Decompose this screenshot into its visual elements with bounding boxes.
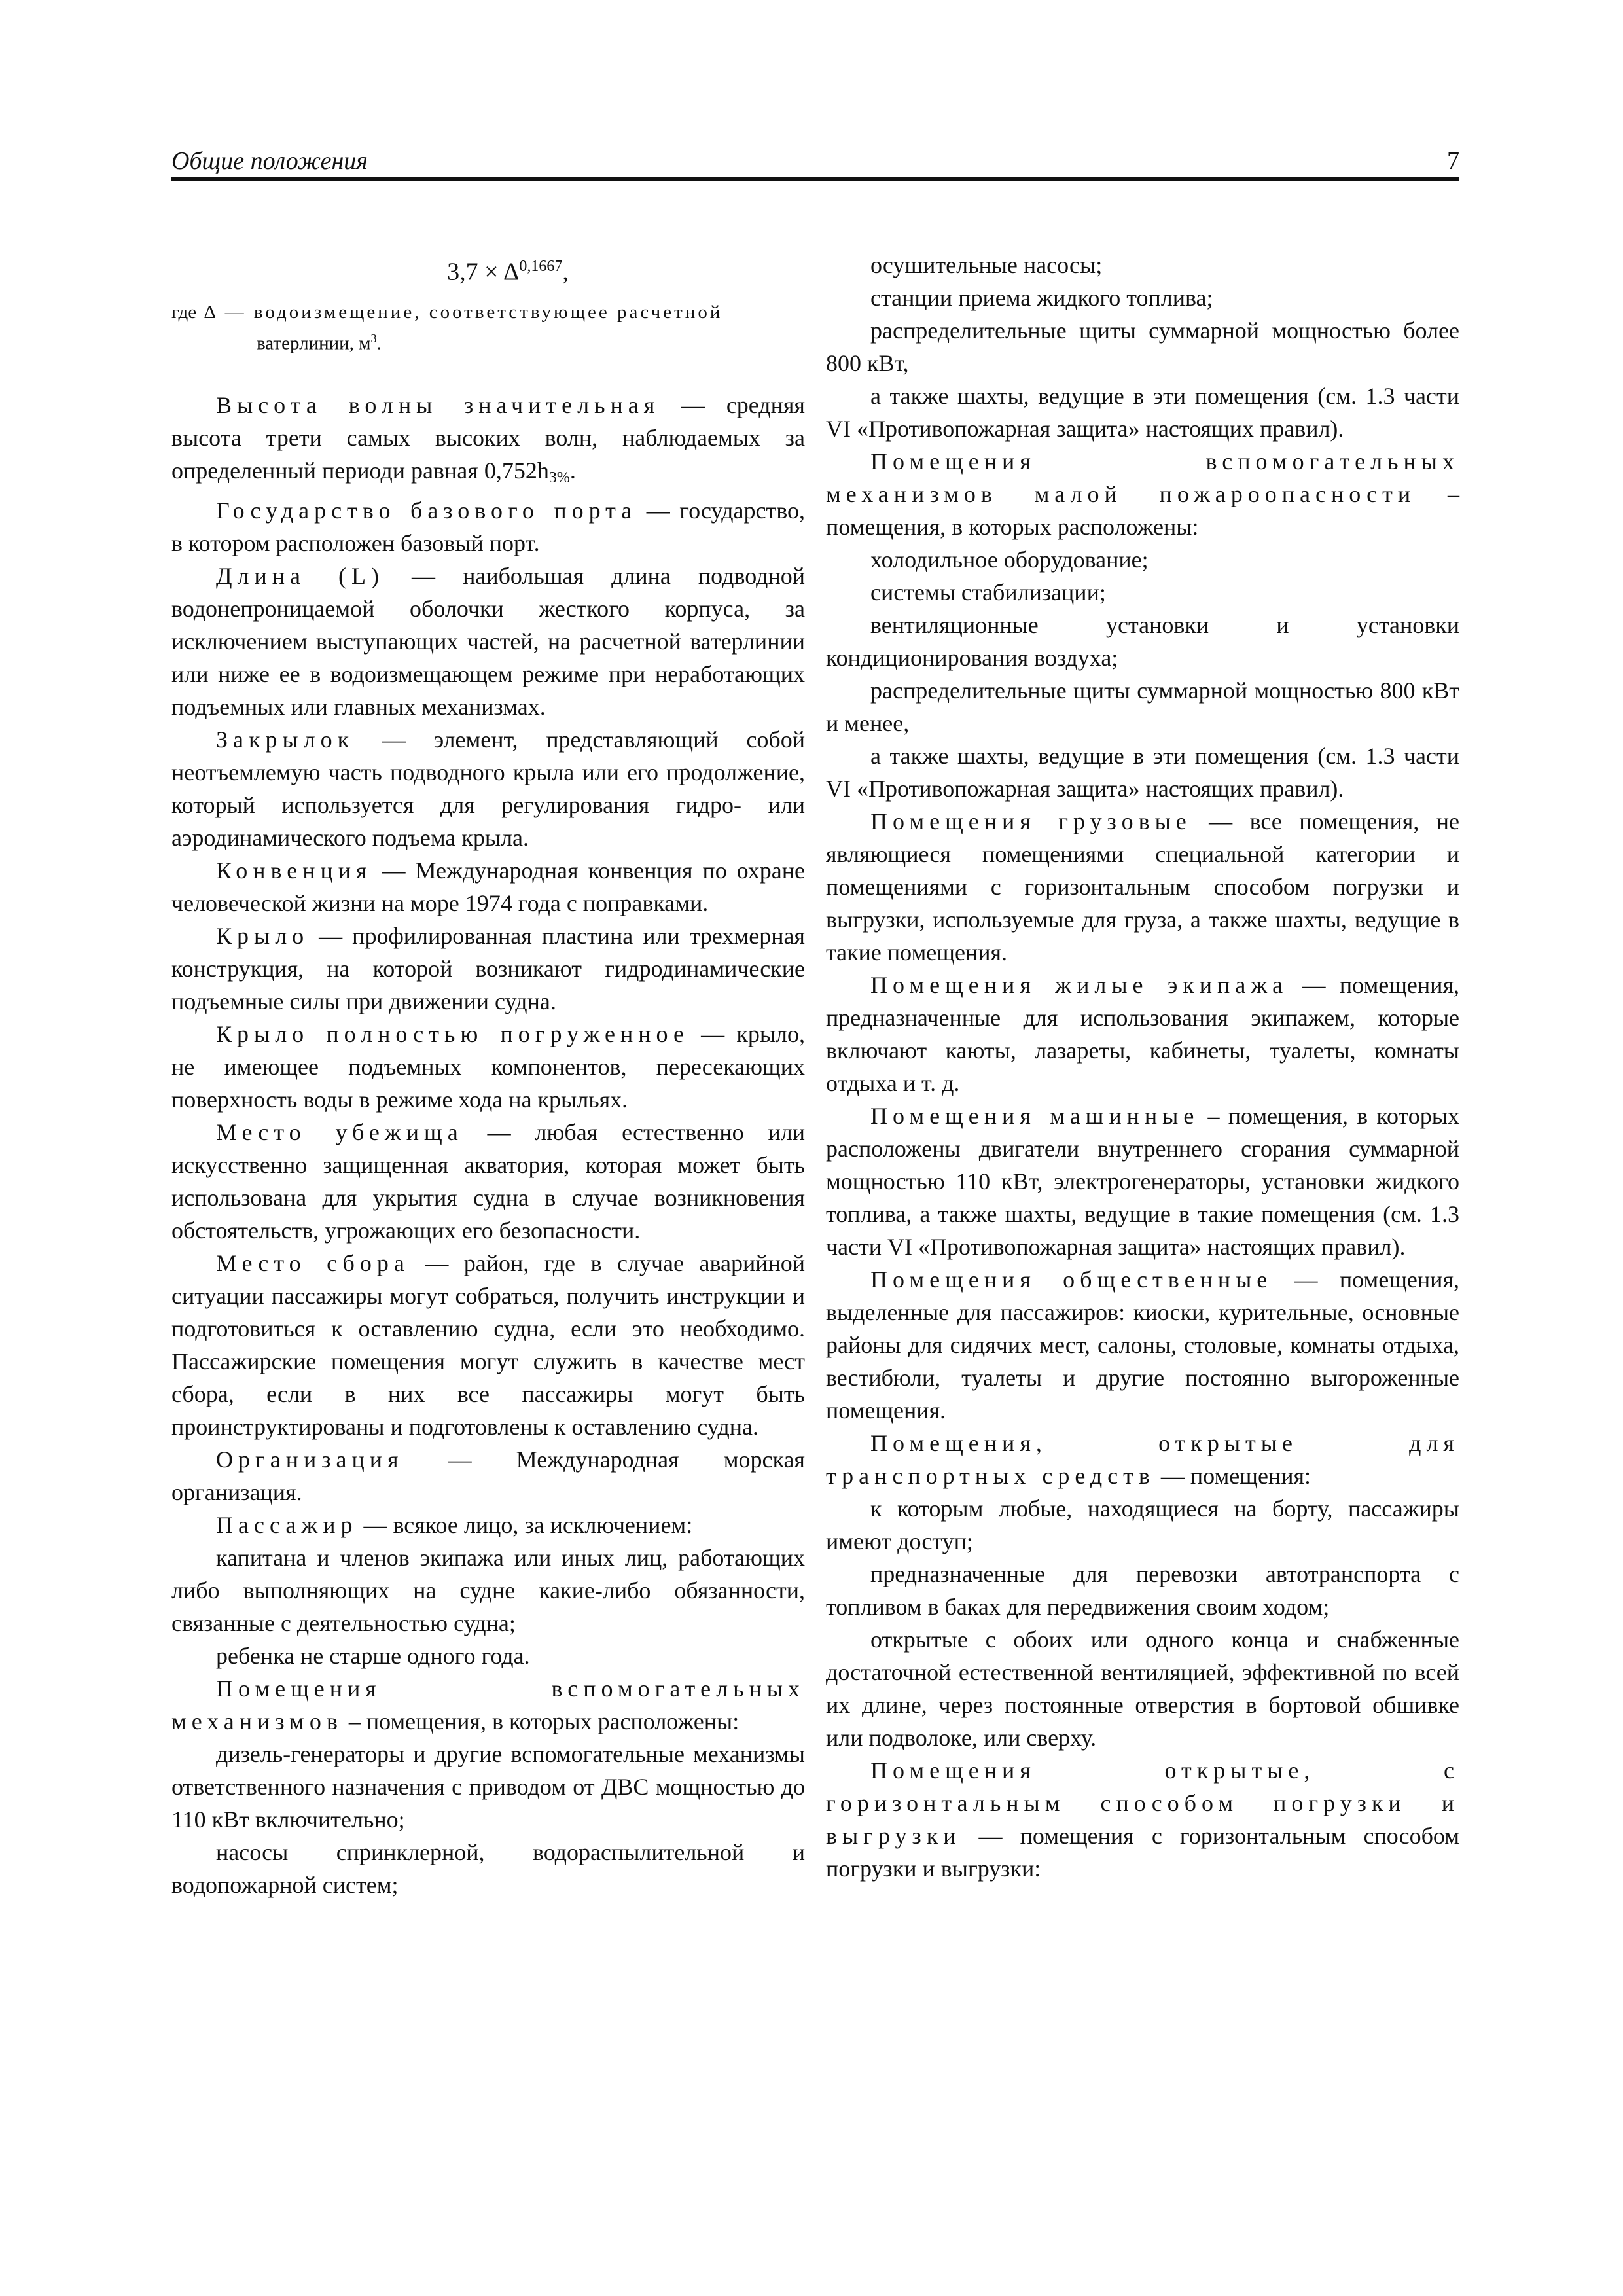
- definition-paragraph: [171, 1443, 805, 1509]
- paragraph-text: капитана и членов экипажа или иных лиц, работающих либо выполняющих на судне какие-либо обязанности, связанные с деятельностью судна;: [171, 1545, 805, 1637]
- paragraph-text: — Международная морская организация.: [171, 1446, 805, 1506]
- definition-term: Государство базового порта: [216, 497, 637, 524]
- definition-term: Помещения жилые экипажа: [870, 972, 1289, 998]
- paragraph-text: – помещения, в которых расположены двигатели внутреннего сгорания суммарной мощностью 110 кВт, электрогенераторы, установки жидкого топлива, а также шахты, ведущие в такие помещения (см. 1.3 части VI «Противопожарная защита» настоящих правил).: [826, 1103, 1459, 1260]
- list-item: [826, 314, 1459, 380]
- definition-paragraph: [171, 389, 805, 494]
- where-line2: [171, 325, 805, 357]
- definition-term: Помещения грузовые: [870, 808, 1192, 834]
- paragraph-text: открытые с обоих или одного конца и снабженные достаточной естественной вентиляцией, эффективной по всей их длине, через постоянные отверстия в бортовой обшивке или подволоке, или сверху.: [826, 1626, 1459, 1751]
- paragraph-text: — помещения:: [1154, 1463, 1311, 1489]
- paragraph-text: ребенка не старше одного года.: [216, 1643, 530, 1670]
- paragraph-end: .: [569, 457, 576, 484]
- definition-term: Длина (L): [216, 563, 385, 590]
- paragraph-text: — все помещения, не являющиеся помещениями специальной категории и помещениями с горизонтальным способом погрузки и выгрузки, используемые для груза, а также шахты, ведущие в такие помещения.: [826, 808, 1459, 965]
- definition-term: Высота волны значительная: [216, 392, 660, 419]
- definition-paragraph: [171, 920, 805, 1018]
- list-item: [171, 1738, 805, 1836]
- paragraph-text: — Международная конвенция по охране человеческой жизни на море 1974 года с поправками.: [171, 857, 805, 917]
- list-item: [826, 576, 1459, 609]
- list-item: [826, 281, 1459, 314]
- paragraph-text: — элемент, представляющий собой неотъемлемую часть подводного крыла или его продолжение, который используется для регулирования гидро- или аэродинамического подъема крыла.: [171, 726, 805, 852]
- paragraph-text: — профилированная пластина или трехмерная конструкция, на которой возникают гидродинамические подъемные силы при движении судна.: [171, 923, 805, 1015]
- definition-term: Конвенция: [216, 857, 372, 884]
- paragraph-text: системы стабилизации;: [870, 579, 1106, 605]
- definition-term: Место сбора: [216, 1250, 410, 1277]
- list-item: [826, 380, 1459, 445]
- paragraph-text: предназначенные для перевозки автотранспорта с топливом в баках для передвижения своим ходом;: [826, 1561, 1459, 1620]
- where-line2-end: .: [376, 332, 382, 354]
- paragraph-text: — всякое лицо, за исключением:: [357, 1512, 693, 1539]
- definition-paragraph: [826, 445, 1459, 543]
- paragraph-text: — государство, в котором расположен базовый порт.: [171, 497, 806, 557]
- definition-term: Помещения открытые, с горизонтальным способом погрузки и выгрузки: [826, 1757, 1459, 1849]
- definition-paragraph: [826, 1754, 1459, 1885]
- definition-term: Пассажир: [216, 1512, 358, 1539]
- paragraph-text: насосы спринклерной, водораспылительной и водопожарной систем;: [171, 1839, 805, 1899]
- definition-paragraph: [171, 723, 805, 854]
- definition-paragraph: [826, 805, 1459, 969]
- paragraph-text: а также шахты, ведущие в эти помещения (см. 1.3 части VI «Противопожарная защита» настоящих правил).: [826, 383, 1459, 442]
- list-item: [826, 609, 1459, 674]
- definition-term: Помещения, открытые для транспортных средств: [826, 1430, 1459, 1489]
- definition-term: Помещения машинные: [870, 1103, 1200, 1129]
- formula-exponent: 0,1667: [519, 258, 563, 275]
- paragraph-text: дизель-генераторы и другие вспомогательные механизмы ответственного назначения с приводом от ДВС мощностью до 110 кВт включительно;: [171, 1741, 805, 1833]
- paragraph-text: а также шахты, ведущие в эти помещения (см. 1.3 части VI «Противопожарная защита» настоящих правил).: [826, 743, 1459, 802]
- paragraph-text: — район, где в случае аварийной ситуации пассажиры могут собраться, получить инструкции и подготовиться к оставлению судна, если это необходимо. Пассажирские помещения могут служить в качестве мест сбора, если в них все пассажиры могут быть проинструктированы и подготовлены к оставлению судна.: [171, 1250, 806, 1441]
- list-item: [826, 249, 1459, 281]
- paragraph-text: — помещения, выделенные для пассажиров: киоски, курительные, основные районы для сидячих мест, салоны, столовые, комнаты отдыха, вестибюли, туалеты и другие постоянно выгороженные помещения.: [826, 1266, 1459, 1424]
- definition-term: Помещения вспомогательных механизмов: [171, 1676, 805, 1735]
- definition-paragraph: [826, 969, 1459, 1100]
- paragraph-text: вентиляционные установки и установки кондиционирования воздуха;: [826, 612, 1459, 671]
- right-column: [826, 249, 1459, 1885]
- paragraph-text: к которым любые, находящиеся на борту, пассажиры имеют доступ;: [826, 1496, 1459, 1554]
- paragraph-text: холодильное оборудование;: [870, 547, 1149, 573]
- paragraph-text: — крыло, не имеющее подъемных компонентов, пересекающих поверхность воды в режиме хода на крыльях.: [171, 1021, 805, 1113]
- section-title: Общие положения: [171, 147, 368, 175]
- where-body: Δ — водоизмещение, соответствующее расчетной: [196, 301, 723, 323]
- definition-paragraph: [171, 1672, 805, 1738]
- list-item: [826, 1558, 1459, 1623]
- definition-term: Организация: [216, 1446, 404, 1473]
- definition-term: Помещения общественные: [870, 1266, 1273, 1293]
- header-rule: [171, 177, 1459, 181]
- definition-term: Крыло: [216, 923, 310, 950]
- definition-paragraph: [826, 1100, 1459, 1263]
- left-column: [171, 249, 805, 1901]
- paragraph-text: распределительные щиты суммарной мощностью более 800 кВт,: [826, 317, 1459, 376]
- definition-term: Крыло полностью погруженное: [216, 1021, 689, 1048]
- list-item: [171, 1836, 805, 1901]
- formula-where-note: [171, 299, 805, 357]
- list-item: [826, 1492, 1459, 1558]
- list-item: [171, 1541, 805, 1640]
- list-item: [826, 740, 1459, 805]
- list-item: [826, 543, 1459, 576]
- paragraph-text: — средняя высота трети самых высоких волн, наблюдаемых за определенный периоди равная 0,752h: [171, 392, 805, 484]
- definition-paragraph: [826, 1427, 1459, 1492]
- definition-term: Помещения вспомогательных механизмов малой пожароопасности: [826, 448, 1459, 507]
- definition-paragraph: [826, 1263, 1459, 1427]
- paragraph-text: – помещения, в которых расположены:: [342, 1708, 740, 1735]
- paragraph-text: — помещения с горизонтальным способом погрузки и выгрузки:: [826, 1823, 1459, 1882]
- subscript: 3%: [548, 469, 570, 487]
- where-lead: где: [171, 301, 197, 323]
- paragraph-text: — помещения, предназначенные для использования экипажем, которые включают каюты, лазареты, кабинеты, туалеты, комнаты отдыха и т. д.: [826, 972, 1459, 1096]
- page-number: 7: [1447, 147, 1459, 175]
- formula-expression: 3,7 × Δ: [447, 258, 520, 286]
- paragraph-text: распределительные щиты суммарной мощностью 800 кВт и менее,: [826, 677, 1459, 736]
- definition-paragraph: [171, 1509, 805, 1541]
- definition-paragraph: [171, 1247, 805, 1443]
- definition-paragraph: [171, 1018, 805, 1116]
- definition-term: Закрылок: [216, 726, 355, 753]
- paragraph-text: станции приема жидкого топлива;: [870, 285, 1213, 311]
- where-line2-text: ватерлинии, м: [257, 332, 371, 354]
- list-item: [826, 1623, 1459, 1754]
- definition-term: Место убежища: [216, 1119, 463, 1146]
- definition-paragraph: [171, 854, 805, 920]
- paragraph-text: – помещения, в которых расположены:: [826, 481, 1460, 540]
- paragraph-text: осушительные насосы;: [870, 252, 1103, 278]
- paragraph-text: — любая естественно или искусственно защищенная акватория, которая может быть использована для укрытия судна в случае возникновения обстоятельств, угрожающих его безопасности.: [171, 1119, 805, 1244]
- running-header: [171, 145, 1459, 177]
- paragraph-text: — наибольшая длина подводной водонепроницаемой оболочки жесткого корпуса, за исключением выступающих частей, на расчетной ватерлинии или ниже ее в водоизмещающем режиме при неработающих подъемных или главных механизмах.: [171, 563, 806, 721]
- definition-paragraph: [171, 1116, 805, 1247]
- formula-suffix: ,: [562, 258, 569, 286]
- definition-paragraph: [171, 560, 805, 723]
- list-item: [171, 1640, 805, 1672]
- definition-paragraph: [171, 494, 805, 560]
- formula: [171, 249, 805, 290]
- list-item: [826, 674, 1459, 740]
- where-line2-sup: 3: [370, 331, 377, 345]
